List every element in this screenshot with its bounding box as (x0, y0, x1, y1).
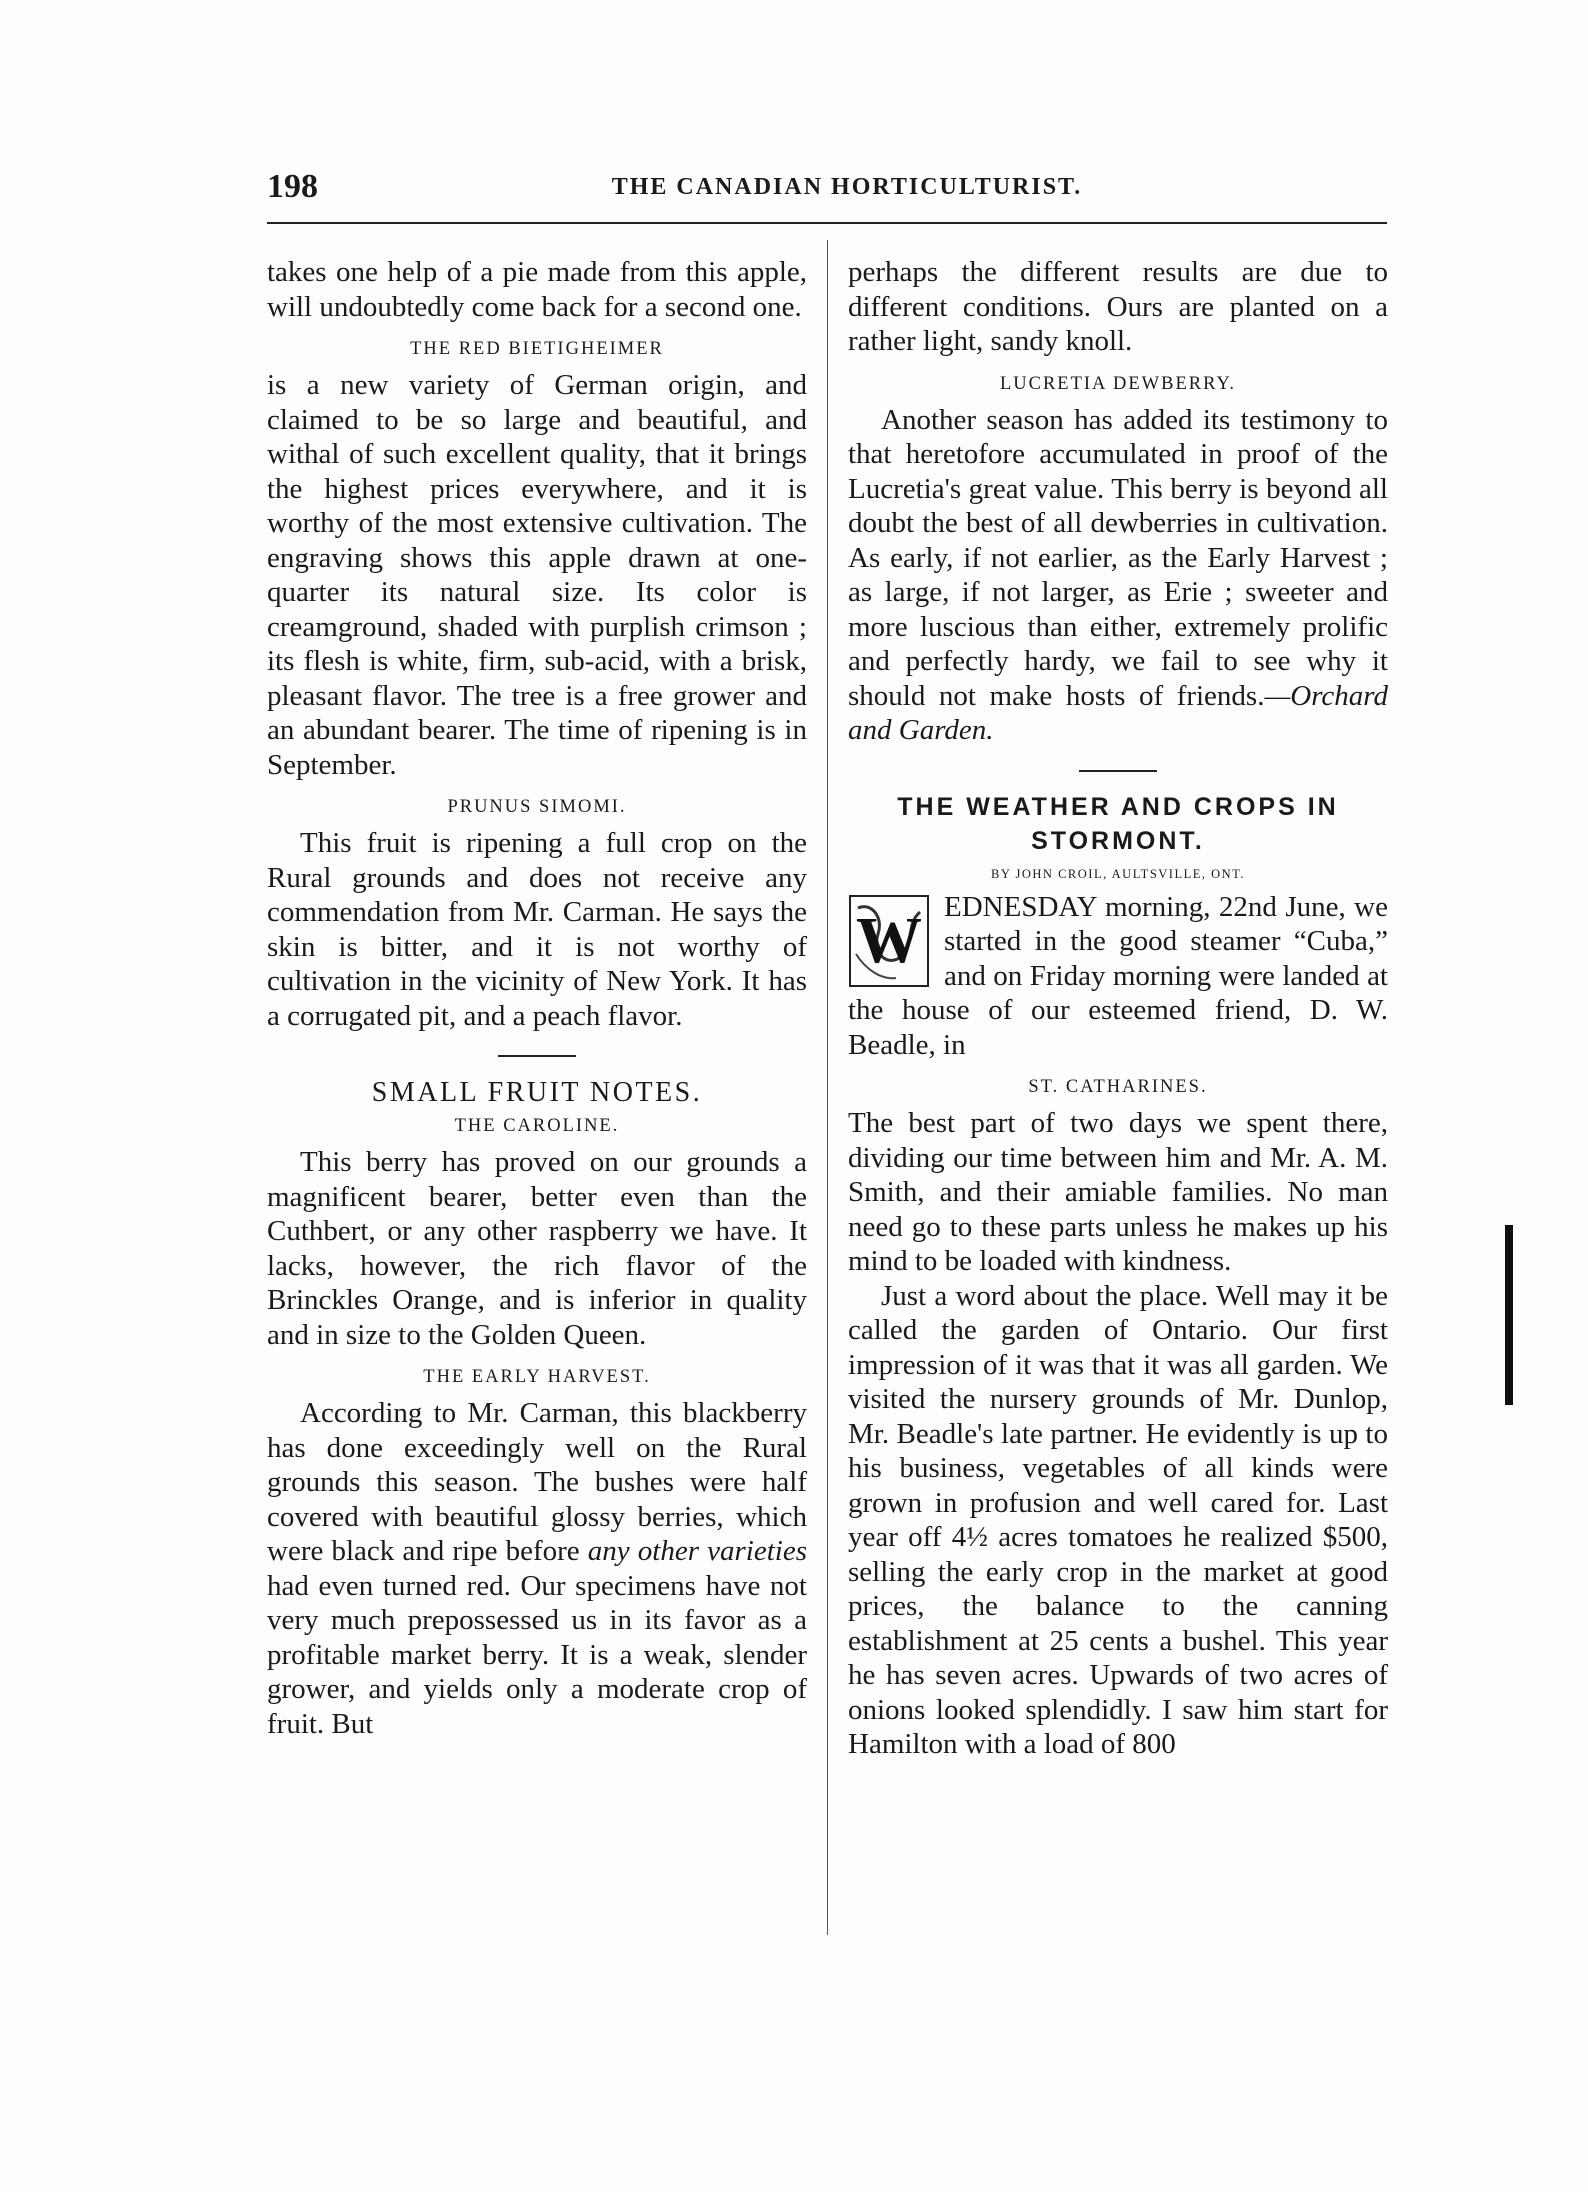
header-rule (267, 222, 1387, 224)
paragraph: perhaps the different results are due to different conditions. Ours are planted on a rather light, sandy knoll. (848, 256, 1388, 357)
paragraph: The best part of two days we spent there, dividing our time between him and Mr. A. M. Smith, and their amiable families. No man need go to these parts unless he makes up his mind to be loaded with kindness. (848, 1107, 1388, 1277)
left-column (267, 255, 807, 1741)
source-credit: —Orchard and Garden. (848, 679, 1388, 746)
text-run: According to Mr. Carman, this blackberry has done exceedingly well on the Rural grounds this season. The bushes were half covered with beautiful glossy berries, which were black and ripe before (267, 1397, 807, 1567)
section-rule (498, 1055, 576, 1057)
paragraph (848, 403, 1388, 748)
subheading-early-harvest: THE EARLY HARVEST. (423, 1367, 651, 1387)
subheading-lucretia-dewberry: LUCRETIA DEWBERRY. (999, 373, 1237, 394)
section-title-weather-and-crops (848, 790, 1388, 858)
right-column (848, 255, 1388, 1762)
title-line: STORMONT. (1031, 826, 1205, 855)
running-title: THE CANADIAN HORTICULTURIST. (611, 174, 1083, 200)
paragraph (848, 890, 1388, 1063)
page-header (267, 168, 1387, 216)
ornamental-dropcap-icon (848, 894, 930, 988)
text-run: had even turned red. Our specimens have not very much prepossessed us in its favor as a profitable market berry. It is a weak, slender grower, and yields only a moderate crop of fruit. But (267, 1569, 807, 1740)
paragraph: is a new variety of German origin, and claimed to be so large and beautiful, and withal of such excellent quality, that it brings the highest prices everywhere, and it is worthy of the most extensive cultivation. The engraving shows this apple drawn at one-quarter its natural size. Its color is creamground, shaded with purplish crimson ; its flesh is white, firm, sub-acid, with a brisk, pleasant flavor. The tree is a free grower and an abundant bearer. The time of ripening is in September. (267, 369, 807, 781)
margin-ink-mark (1505, 1225, 1513, 1405)
section-rule (1079, 770, 1157, 772)
paragraph: takes one help of a pie made from this apple, will undoubtedly come back for a second one. (267, 256, 807, 323)
title-line: THE WEATHER AND CROPS IN (897, 792, 1339, 821)
paragraph: Just a word about the place. Well may it be called the garden of Ontario. Our first impression of it was that it was all garden. We visited the nursery grounds of Mr. Dunlop, Mr. Beadle's late partner. He evidently is up to his business, vegetables of all kinds were grown in profusion and well cared for. Last year off 4½ acres tomatoes he realized $500, selling the early crop in the market at good prices, the balance to the canning establishment at 25 cents a bushel. This year he has seven acres. Upwards of two acres of onions looked splendidly. I saw him start for Hamilton with a load of 800 (848, 1279, 1388, 1760)
text-run: EDNESDAY morning, 22nd June, we started in the good steamer “Cuba,” and on Friday morning were landed at the house of our esteemed friend, D. W. Beadle, in (848, 890, 1388, 1061)
dropcap-letter: W (856, 903, 922, 977)
emphasis: any other varieties (587, 1535, 807, 1567)
page-number: 198 (267, 168, 318, 205)
subheading-prunus-simomi: PRUNUS SIMOMI. (447, 797, 627, 817)
column-divider (827, 240, 828, 1935)
paragraph (267, 1396, 807, 1741)
subheading-the-caroline: THE CAROLINE. (454, 1116, 620, 1136)
paragraph: This fruit is ripening a full crop on the Rural grounds and does not receive any commendation from Mr. Carman. He says the skin is bitter, and it is not worthy of cultivation in the vicinity of New York. It has a corrugated pit, and a peach flavor. (267, 827, 807, 1032)
byline: BY JOHN CROIL, AULTSVILLE, ONT. (990, 866, 1246, 881)
section-title-small-fruit-notes: SMALL FRUIT NOTES. (371, 1077, 703, 1108)
subheading-red-bietigheimer: THE RED BIETIGHEIMER (410, 339, 664, 359)
text-run: Another season has added its testimony to that heretofore accumulated in proof of the Lucretia's great value. This berry is beyond all doubt the best of all dewberries in cultivation. As early, if not earlier, as the Early Harvest ; as large, if not larger, as Erie ; sweeter and more luscious than either, extremely prolific and perfectly hardy, we fail to see why it should not make hosts of friends. (848, 403, 1388, 712)
subheading-st-catharines: ST. CATHARINES. (1028, 1077, 1208, 1097)
paragraph: This berry has proved on our grounds a magnificent bearer, better even than the Cuthbert, or any other raspberry we have. It lacks, however, the rich flavor of the Brinckles Orange, and is inferior in quality and in size to the Golden Queen. (267, 1146, 807, 1351)
